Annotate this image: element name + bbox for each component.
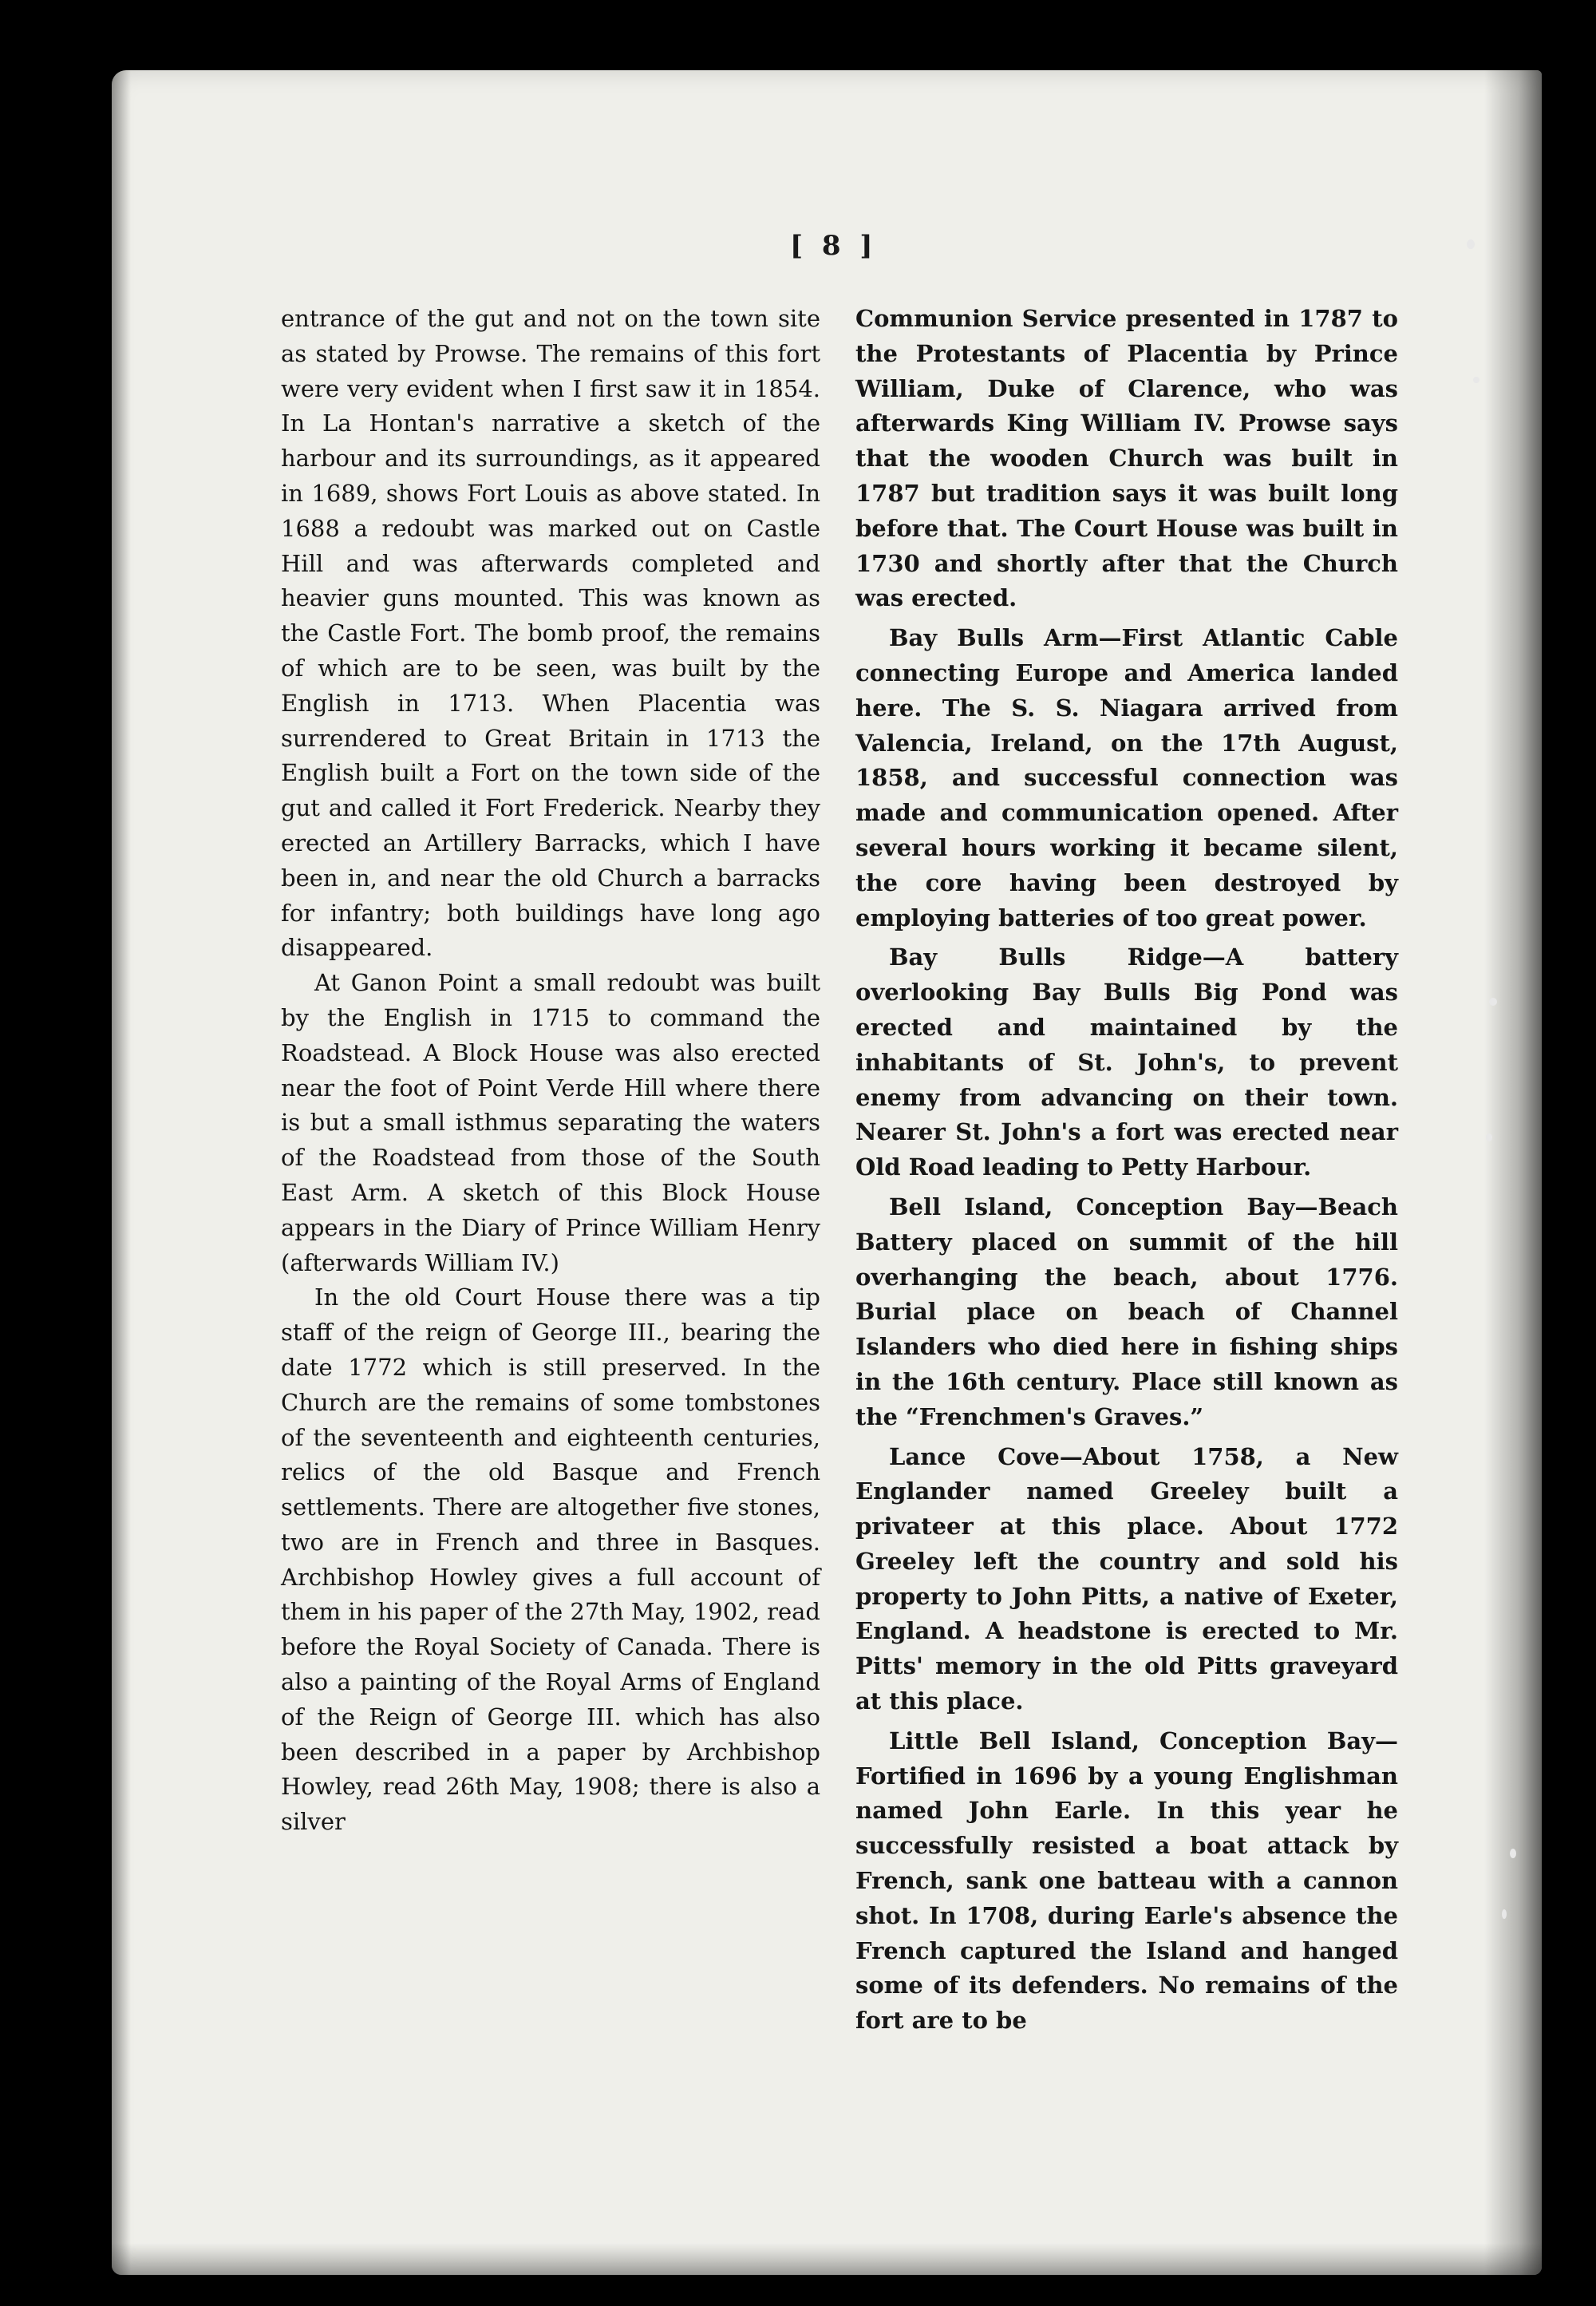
scan-speck: [1486, 1133, 1492, 1141]
left-text-column: [281, 302, 820, 1840]
scan-speck: [1489, 998, 1497, 1006]
scan-speck: [1467, 239, 1475, 249]
page-left-shadow: [112, 70, 131, 2275]
paragraph: entrance of the gut and not on the town site as stated by Prowse. The remains of this fort were very evident when I first saw it in 1854. In La Hontan's narrative a sketch of the harbour and its surroundings, as it appeared in 1689, shows Fort Louis as above stated. In 1688 a redoubt was marked out on Castle Hill and was afterwards completed and heavier guns mounted. This was known as the Castle Fort. The bomb proof, the remains of which are to be seen, was built by the English in 1713. When Placentia was surrendered to Great Britain in 1713 the English built a Fort on the town side of the gut and called it Fort Frederick. Nearby they erected an Artillery Barracks, which I have been in, and near the old Church a barracks for infantry; both buildings have long ago disappeared.: [281, 305, 820, 962]
paragraph: Lance Cove—About 1758, a New Englander named Greeley built a privateer at this place. About 1772 Greeley left the country and sold his property to John Pitts, a native of Exeter, England. A headstone is erected to Mr. Pitts' memory in the old Pitts graveyard at this place.: [855, 1442, 1398, 1715]
paragraph: Bell Island, Conception Bay—Beach Battery placed on summit of the hill overhanging the beach, about 1776. Burial place on beach of Channel Islanders who died here in fishing ships in the 16th century. Place still known as the “Frenchmen's Graves.”: [855, 1193, 1398, 1430]
page-right-shadow: [1484, 70, 1542, 2275]
scan-speck: [1510, 1849, 1516, 1858]
paragraph: In the old Court House there was a tip staff of the reign of George III., bearing the date 1772 which is still preserved. In the Church are the remains of some tombstones of the seventeenth and eighteenth centuries, relics of the old Basque and French settlements. There are altogether five stones, two are in French and three in Basques. Archbishop Howley gives a full account of them in his paper of the 27th May, 1902, read before the Royal Society of Canada. There is also a painting of the Royal Arms of England of the Reign of George III. which has also been described in a paper by Archbishop Howley, read 26th May, 1908; there is also a silver: [281, 1284, 820, 1836]
right-text-column: [855, 302, 1398, 2043]
paragraph: Little Bell Island, Conception Bay—Fortified in 1696 by a young Englishman named John Earle. In this year he successfully resisted a boat attack by French, sank one batteau with a cannon shot. In 1708, during Earle's absence the French captured the Island and hanged some of its defenders. No remains of the fort are to be: [855, 1727, 1398, 2035]
paragraph: Bay Bulls Arm—First Atlantic Cable connecting Europe and America landed here. The S. S. Niagara arrived from Valencia, Ireland, on the 17th August, 1858, and successful connection was made and communication opened. After several hours working it became silent, the core having been destroyed by employing batteries of too great power.: [855, 624, 1398, 931]
scan-speck: [1502, 1909, 1507, 1919]
page-number: [ 8 ]: [790, 230, 878, 262]
page-bottom-shadow: [112, 2243, 1542, 2275]
scan-speck: [1473, 377, 1479, 383]
paragraph: At Ganon Point a small redoubt was built by the English in 1715 to command the Roadstead. A Block House was also erected near the foot of Point Verde Hill where there is but a small isthmus separating the waters of the Roadstead from those of the South East Arm. A sketch of this Block House appears in the Diary of Prince William Henry (afterwards William IV.): [281, 969, 820, 1276]
paragraph: Communion Service presented in 1787 to the Protestants of Placentia by Prince William, Duke of Clarence, who was afterwards King William IV. Prowse says that the wooden Church was built in 1787 but tradition says it was built long before that. The Court House was built in 1730 and shortly after that the Church was erected.: [855, 305, 1398, 612]
paragraph: Bay Bulls Ridge—A battery overlooking Bay Bulls Big Pond was erected and maintained by the inhabitants of St. John's, to prevent enemy from advancing on their town. Nearer St. John's a fort was erected near Old Road leading to Petty Harbour.: [855, 943, 1398, 1181]
